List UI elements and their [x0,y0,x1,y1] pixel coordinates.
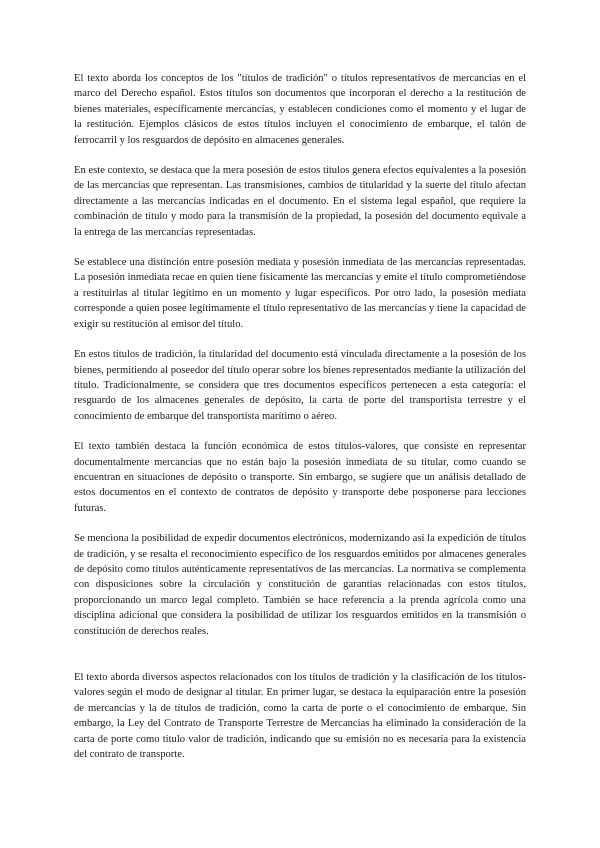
document-body [74,71,526,762]
paragraph-5: El texto también destaca la función económica de estos títulos-valores, que consiste en representar documentalmente mercancías que no están bajo la posesión inmediata de su titular, como cuando se encuentran en situaciones de depósito o transporte. Sin embargo, se sugiere que un análisis detallado de estos documentos en el contexto de contratos de depósito y transporte debe posponerse para lecciones futuras. [74,441,526,514]
paragraph-7: El texto aborda diversos aspectos relacionados con los títulos de tradición y la clasificación de los títulos-valores según el modo de designar al titular. En primer lugar, se destaca la equiparación entre la posesión de mercancías y la de títulos de tradición, como la carta de porte o el conocimiento de embarque. Sin embargo, la Ley del Contrato de Transporte Terrestre de Mercancías ha eliminado la consideración de la carta de porte como título valor de tradición, indicando que su emisión no es necesaria para la existencia del contrato de transporte. [74,672,526,761]
paragraph-4: En estos títulos de tradición, la titularidad del documento está vinculada directamente a la posesión de los bienes, permitiendo al poseedor del título operar sobre los bienes representados mediante la utilización del título. Tradicionalmente, se considera que tres documentos específicos pertenecen a esta categoría: el resguardo de los almacenes generales de depósito, la carta de porte del transportista terrestre y el conocimiento de embarque del transportista marítimo o aéreo. [74,349,526,422]
paragraph-1: El texto aborda los conceptos de los "títulos de tradición" o títulos representativos de mercancías en el marco del Derecho español. Estos títulos son documentos que incorporan el derecho a la restitución de bienes materiales, específicamente mercancías, y establecen condiciones como el momento y el lugar de la restitución. Ejemplos clásicos de estos títulos incluyen el conocimiento de embarque, el talón de ferrocarril y los resguardos de depósito en almacenes generales. [74,73,526,146]
paragraph-2: En este contexto, se destaca que la mera posesión de estos títulos genera efectos equivalentes a la posesión de las mercancías que representan. Las transmisiones, cambios de titularidad y la suerte del título afectan directamente a las mercancías indicadas en el documento. En el sistema legal español, que requiere la combinación de título y modo para la transmisión de la propiedad, la posesión del documento equivale a la entrega de las mercancías representadas. [74,165,526,238]
paragraph-6: Se menciona la posibilidad de expedir documentos electrónicos, modernizando así la expedición de títulos de tradición, y se resalta el reconocimiento específico de los resguardos emitidos por almacenes generales de depósito como títulos auténticamente representativos de las mercancías. La normativa se complementa con disposiciones sobre la circulación y constitución de garantías relacionadas con estos títulos, proporcionando un marco legal completo. También se hace referencia a la prenda agrícola como una disciplina adicional que considera la posibilidad de utilizar los resguardos emitidos en la transmisión o constitución de derechos reales. [74,533,526,637]
paragraph-3: Se establece una distinción entre posesión mediata y posesión inmediata de las mercancías representadas. La posesión inmediata recae en quien tiene físicamente las mercancías y emite el título comprometiéndose a restituirlas al titular legítimo en un momento y lugar específicos. Por otro lado, la posesión mediata corresponde a quien posee legítimamente el título representativo de las mercancías y tiene la capacidad de exigir su restitución al emisor del título. [74,257,526,330]
